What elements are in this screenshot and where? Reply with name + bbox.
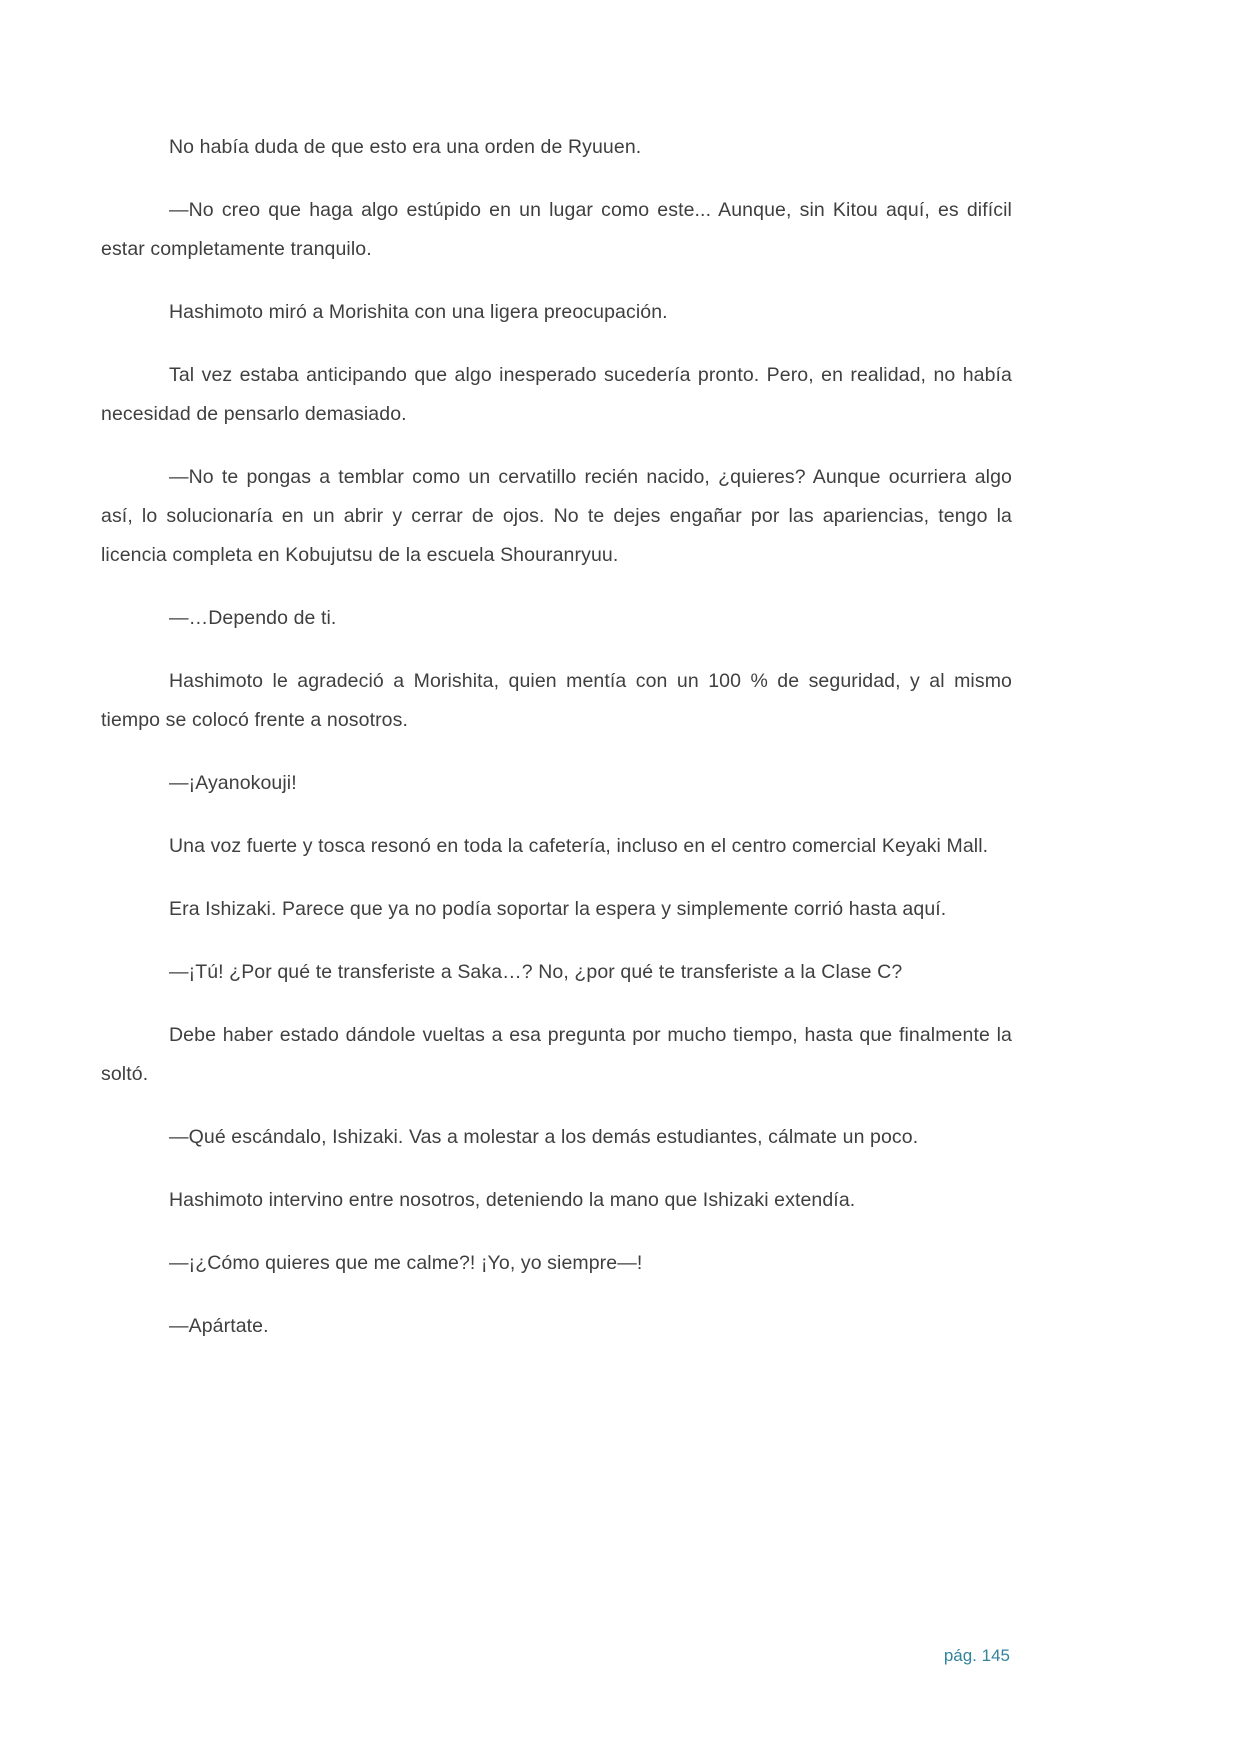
paragraph: —Qué escándalo, Ishizaki. Vas a molestar a los demás estudiantes, cálmate un poco.	[169, 1126, 919, 1148]
page-number: pág. 145	[943, 1646, 1010, 1665]
paragraph: Hashimoto miró a Morishita con una ligera preocupación.	[169, 301, 668, 323]
paragraph: Hashimoto intervino entre nosotros, deteniendo la mano que Ishizaki extendía.	[169, 1189, 856, 1211]
paragraph: Debe haber estado dándole vueltas a esa pregunta por mucho tiempo, hasta que finalmente la soltó.	[101, 1024, 1012, 1085]
paragraph: —¡¿Cómo quieres que me calme?! ¡Yo, yo siempre—!	[169, 1252, 643, 1274]
paragraph: —No te pongas a temblar como un cervatillo recién nacido, ¿quieres? Aunque ocurriera algo así, lo solucionaría en un abrir y cerrar de ojos. No te dejes engañar por las apariencias, tengo la licencia completa en Kobujutsu de la escuela Shouranryuu.	[101, 466, 1012, 566]
paragraph: Tal vez estaba anticipando que algo inesperado sucedería pronto. Pero, en realidad, no había necesidad de pensarlo demasiado.	[101, 364, 1012, 425]
paragraph: No había duda de que esto era una orden de Ryuuen.	[169, 136, 642, 158]
paragraph: —¡Ayanokouji!	[169, 772, 297, 794]
paragraph: —¡Tú! ¿Por qué te transferiste a Saka…? No, ¿por qué te transferiste a la Clase C?	[169, 961, 903, 983]
paragraph: —No creo que haga algo estúpido en un lugar como este... Aunque, sin Kitou aquí, es difícil estar completamente tranquilo.	[101, 199, 1012, 260]
paragraph: —Apártate.	[169, 1315, 269, 1337]
paragraph: Hashimoto le agradeció a Morishita, quien mentía con un 100 % de seguridad, y al mismo tiempo se colocó frente a nosotros.	[101, 670, 1012, 731]
paragraph: Una voz fuerte y tosca resonó en toda la cafetería, incluso en el centro comercial Keyaki Mall.	[169, 835, 989, 857]
paragraph: Era Ishizaki. Parece que ya no podía soportar la espera y simplemente corrió hasta aquí.	[169, 898, 947, 920]
document-content	[101, 128, 1012, 1370]
paragraph: —…Dependo de ti.	[169, 607, 337, 629]
